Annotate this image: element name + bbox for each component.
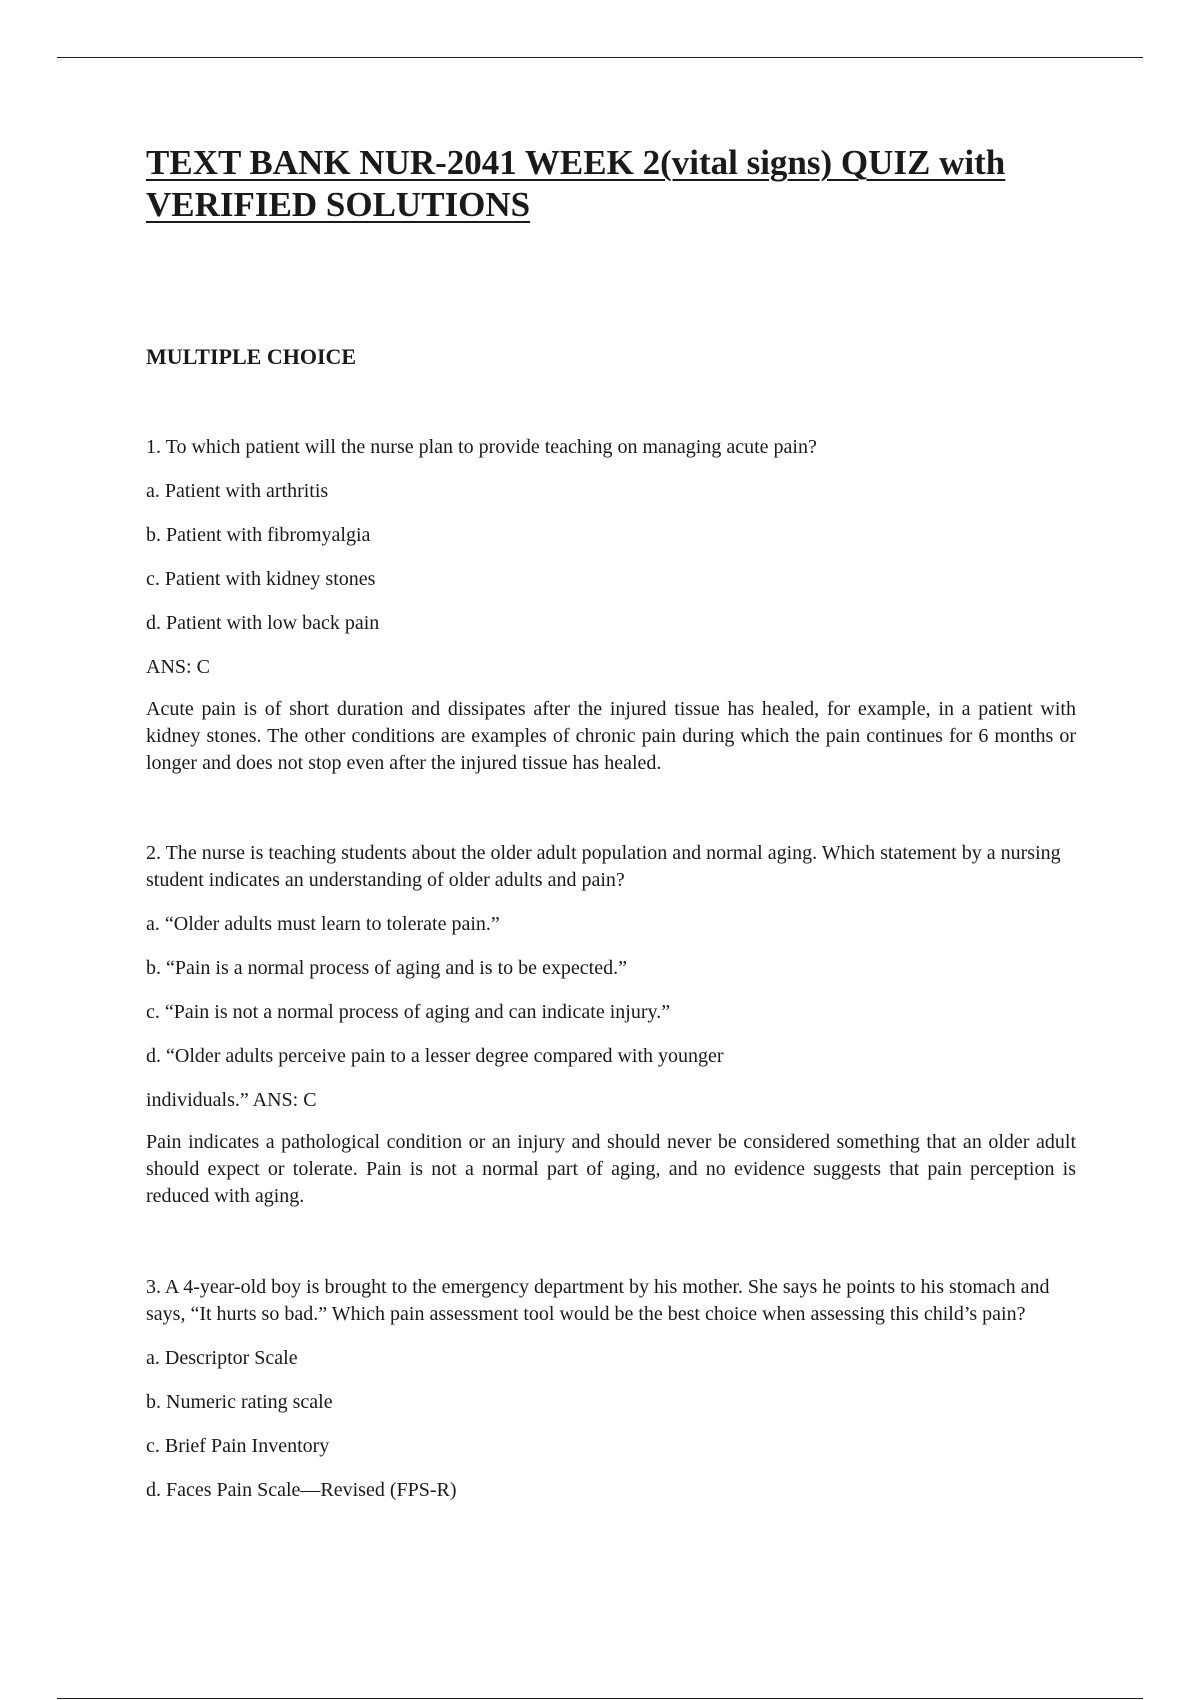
rationale: Pain indicates a pathological condition or an injury and should never be considered something that an older adult should expect or tolerate. Pain is not a normal part of aging, and no evidence suggests that pain perception is reduced with aging. — [146, 1131, 1076, 1207]
question-stem: 3. A 4-year-old boy is brought to the emergency department by his mother. She says he points to his stomach and says, “It hurts so bad.” Which pain assessment tool would be the best choice when assessing this child’s pain? — [146, 1276, 1050, 1325]
option-a: a. Descriptor Scale — [146, 1347, 298, 1369]
top-rule — [57, 57, 1143, 58]
option-d: d. Faces Pain Scale—Revised (FPS-R) — [146, 1479, 457, 1501]
answer-key: ANS: C — [146, 656, 210, 678]
option-c: c. Brief Pain Inventory — [146, 1435, 330, 1457]
option-b: b. Patient with fibromyalgia — [146, 524, 371, 546]
bottom-rule — [57, 1698, 1143, 1699]
option-b: b. “Pain is a normal process of aging and is to be expected.” — [146, 957, 627, 979]
question-stem: 2. The nurse is teaching students about the older adult population and normal aging. Which statement by a nursing student indicates an understanding of older adults and pain? — [146, 842, 1061, 891]
question-1 — [146, 434, 1076, 777]
document-title — [146, 142, 1076, 226]
section-heading: MULTIPLE CHOICE — [146, 344, 357, 369]
option-d: d. “Older adults perceive pain to a lesser degree compared with younger — [146, 1045, 724, 1067]
option-a: a. Patient with arthritis — [146, 480, 329, 502]
question-stem: 1. To which patient will the nurse plan to provide teaching on managing acute pain? — [146, 436, 817, 458]
rationale: Acute pain is of short duration and dissipates after the injured tissue has healed, for example, in a patient with kidney stones. The other conditions are examples of chronic pain during which the pain continues for 6 months or longer and does not stop even after the injured tissue has healed. — [146, 698, 1076, 774]
title-line-1: TEXT BANK NUR-2041 WEEK 2(vital signs) QUIZ with — [146, 143, 1006, 182]
option-a: a. “Older adults must learn to tolerate pain.” — [146, 913, 500, 935]
option-c: c. Patient with kidney stones — [146, 568, 376, 590]
title-line-2: VERIFIED SOLUTIONS — [146, 185, 531, 224]
option-b: b. Numeric rating scale — [146, 1391, 333, 1413]
question-3 — [146, 1274, 1076, 1504]
answer-key: individuals.” ANS: C — [146, 1089, 317, 1111]
option-c: c. “Pain is not a normal process of aging and can indicate injury.” — [146, 1001, 671, 1023]
option-d: d. Patient with low back pain — [146, 612, 380, 634]
question-2 — [146, 840, 1076, 1210]
